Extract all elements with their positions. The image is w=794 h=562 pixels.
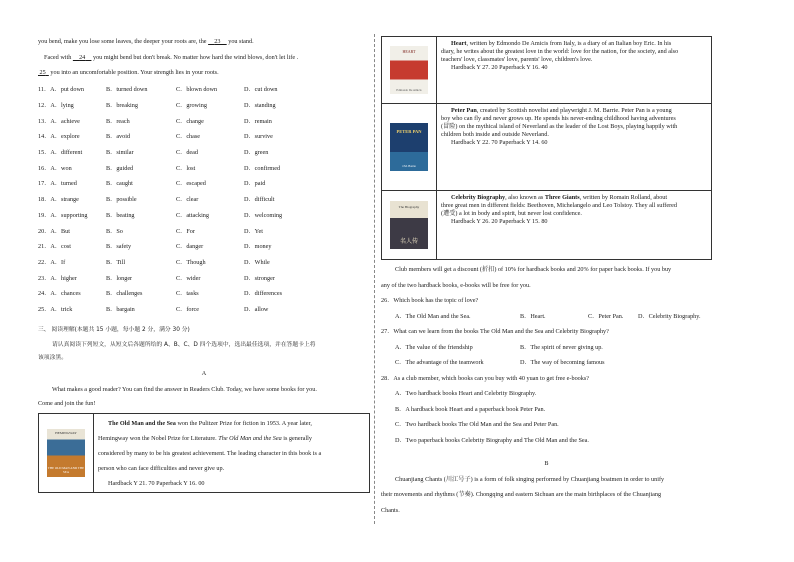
option-c: C．For xyxy=(176,227,195,235)
book-cover xyxy=(382,191,437,259)
option-c: C．clear xyxy=(176,196,199,204)
option-n: 22．A．If xyxy=(38,258,66,266)
option-c: C．wider xyxy=(176,274,201,282)
option-n: 19．A．supporting xyxy=(38,211,88,219)
cover-image-old-man: HEMINGWAY THE OLD MAN AND THE SEA xyxy=(47,429,85,477)
question-28-option-b: B．A hardback book Heart and a paperback book Peter Pan. xyxy=(395,405,546,413)
right-column xyxy=(381,36,712,518)
blank-24: 24 xyxy=(79,54,86,61)
option-c: C．Though xyxy=(176,258,206,266)
question-27: 27．What can we learn from the books The Old Man and the Sea and Celebrity Biography? xyxy=(381,328,609,335)
option-c: C．escaped xyxy=(176,180,206,188)
option-d: D．differences xyxy=(244,290,283,298)
column-divider xyxy=(374,34,375,524)
option-d: D．paid xyxy=(244,180,266,188)
book-price: Hardback Y 21. 70 Paperback Y 16. 00 xyxy=(108,480,205,488)
blank-23: 23 xyxy=(214,38,221,45)
question-28-option-d: D．Two paperback books Celebrity Biography and The Old Man and the Sea. xyxy=(395,436,589,444)
cloze-line-1 xyxy=(38,38,370,46)
option-row xyxy=(38,97,370,113)
option-row xyxy=(38,269,370,285)
passage-intro: What makes a good reader? You can find the answer in Readers Club. Today, we have some books for you. xyxy=(52,386,317,394)
option-c: C．tasks xyxy=(176,290,199,298)
book-description: Heart, written by Edmondo De Amicis from Italy, is a diary of an Italian boy Eric. In his diary, he writes about the greatest love in the world: love for the nation, for the society, and also teachers' love, classmates' love, parents' love, children's love. Hardback Y 27. 20 Paperback Y 16. 40 xyxy=(437,37,711,103)
book-price: Hardback Y 22. 70 Paperback Y 14. 60 xyxy=(451,139,548,146)
option-d: D．cut down xyxy=(244,86,278,94)
option-c: C．lost xyxy=(176,164,196,172)
book-cover xyxy=(382,37,437,103)
passage-b-text: Chuanjiang Chants (川江号子) is a form of folk singing performed by Chuanjiang boatmen in order to unify xyxy=(395,475,665,483)
option-c: C．chase xyxy=(176,133,201,141)
option-d: D．money xyxy=(244,243,272,251)
book-old-man xyxy=(38,413,370,493)
option-c: C．blown down xyxy=(176,86,218,94)
book-cover xyxy=(39,414,94,492)
passage-b-text: their movements and rhythms (节奏). Chongqing and eastern Sichuan are the main birthplaces of the Chuanjiang xyxy=(381,491,662,498)
option-b: B．So xyxy=(106,227,123,235)
option-row xyxy=(38,238,370,254)
option-c: C．force xyxy=(176,305,200,313)
cover-image-heart: HEART Edmondo De Amicis xyxy=(390,46,428,94)
option-row xyxy=(38,81,370,97)
book-heart xyxy=(381,36,712,104)
option-row xyxy=(38,144,370,160)
option-d: D．survive xyxy=(244,133,273,141)
option-d: D．While xyxy=(244,258,270,266)
cloze-text: you bend, make you lose some leaves, the deeper your roots are, the xyxy=(38,38,209,45)
option-row xyxy=(38,112,370,128)
question-27-options: C．The advantage of the teamwork D．The way of becoming famous xyxy=(395,359,605,366)
option-c: C．danger xyxy=(176,243,204,251)
book-description: Celebrity Biography, also known as Three Giants, written by Romain Rolland, about three great men in different fields: Beethoven, Michelangelo and Leo Tolstoy. They all suffered (遭受) a lot in body and spirit, but never lost confidence. Hardback Y 26. 20 Paperback Y 15. 80 xyxy=(437,191,711,259)
discount-text: Club members will get a discount (折扣) of 10% for hardback books and 20% for paper back books. If you buy xyxy=(395,266,672,273)
option-n: 18．A．strange xyxy=(38,196,79,204)
option-n: 17．A．turned xyxy=(38,180,77,188)
option-c: C．growing xyxy=(176,102,207,110)
option-row xyxy=(38,254,370,270)
question-26-options: A．The Old Man and the Sea. B．Heart. C．Peter Pan. D．Celebrity Biography. xyxy=(395,312,701,320)
cloze-line-3 xyxy=(38,69,370,77)
question-27-options: A．The value of the friendship B．The spirit of never giving up. xyxy=(395,343,603,351)
option-d: D．allow xyxy=(244,305,269,313)
question-28-option-c: C．Two hardback books The Old Man and the Sea and Peter Pan. xyxy=(395,421,559,428)
book-title: Peter Pan xyxy=(451,107,477,114)
option-d: D．confirmed xyxy=(244,164,281,172)
option-d: D．green xyxy=(244,149,269,157)
option-n: 12．A．lying xyxy=(38,102,74,110)
option-n: 15．A．different xyxy=(38,149,83,157)
option-b: B．beating xyxy=(106,211,135,219)
option-n: 14．A．explore xyxy=(38,133,80,141)
option-d: D．remain xyxy=(244,117,272,125)
cover-image-peter-pan: PETER PAN J.M. Barrie xyxy=(390,123,428,171)
book-description: The Old Man and the Sea won the Pulitzer Prize for fiction in 1953. A year later, Hemingway won the Nobel Prize for Literature. The Old Man and the Sea is generally considered by many to be his greatest achievement. The leading character in this book is a person who can face difficulties and never give up. Hardback Y 21. 70 Paperback Y 16. 00 xyxy=(94,414,369,492)
book-cover xyxy=(382,104,437,190)
cloze-text: you might bend but don't break. No matter how hard the wind blows, don't let life . xyxy=(91,54,299,61)
option-n: 23．A．higher xyxy=(38,274,77,282)
option-b: B．turned down xyxy=(106,86,148,94)
book-title: The Old Man and the Sea xyxy=(108,420,176,428)
instruction: 请认真阅读下列短文，从短文后各题所给的 A、B、C、D 四个选项中，选出最佳选项，并在答题卡上将 xyxy=(52,342,316,349)
passage-label: B xyxy=(544,460,549,467)
option-b: B．avoid xyxy=(106,133,131,141)
option-n: 21．A．cost xyxy=(38,243,71,251)
cloze-text: you into an uncomfortable position. Your strength lies in your roots. xyxy=(48,69,219,76)
option-b: B．breaking xyxy=(106,102,138,110)
question-26: 26．Which book has the topic of love? xyxy=(381,297,479,304)
option-d: D．difficult xyxy=(244,196,275,204)
option-b: B．possible xyxy=(106,196,137,204)
option-n: 13．A．achieve xyxy=(38,117,80,125)
option-row xyxy=(38,175,370,191)
cloze-line-2 xyxy=(38,54,370,62)
option-row xyxy=(38,191,370,207)
option-b: B．Till xyxy=(106,258,126,266)
section-3 xyxy=(38,326,370,493)
option-n: 16．A．won xyxy=(38,164,72,172)
option-b: B．longer xyxy=(106,274,133,282)
book-peter-pan xyxy=(381,104,712,191)
option-b: B．reach xyxy=(106,117,130,125)
option-b: B．safety xyxy=(106,243,132,251)
option-row xyxy=(38,222,370,238)
instruction: 该项涂黑。 xyxy=(38,355,67,362)
passage-intro: Come and join the fun! xyxy=(38,400,96,408)
cloze-text: you stand. xyxy=(226,38,254,45)
option-b: B．bargain xyxy=(106,305,135,313)
option-d: D．stronger xyxy=(244,274,275,282)
cover-image-biography: The Biography 名人传 xyxy=(390,201,428,249)
option-d: D．standing xyxy=(244,102,276,110)
option-b: B．caught xyxy=(106,180,133,188)
option-b: B．guided xyxy=(106,164,134,172)
book-description: Peter Pan, created by Scottish novelist and playwright J. M. Barrie. Peter Pan is a young boy who can fly and never grows up. He spends his never-ending childhood having adventures (冒险) on the mythical island of Neverland as the leader of the Lost Boys, playing happily with children both inside and outside Neverland. Hardback Y 22. 70 Paperback Y 14. 60 xyxy=(437,104,711,190)
option-row xyxy=(38,301,370,317)
option-n: 20．A．But xyxy=(38,227,70,235)
blank-25: 25 xyxy=(39,69,46,76)
option-c: C．attacking xyxy=(176,211,209,219)
option-n: 11．A．put down xyxy=(38,86,85,94)
question-28: 28．As a club member, which books can you buy with 40 yuan to get free e-books? xyxy=(381,374,590,382)
option-b: B．similar xyxy=(106,149,134,157)
question-28-option-a: A．Two hardback books Heart and Celebrity Biography. xyxy=(395,390,537,397)
passage-b-text: Chants. xyxy=(381,506,400,514)
option-row xyxy=(38,159,370,175)
option-d: D．Yet xyxy=(244,227,263,235)
book-celebrity-biography xyxy=(381,191,712,260)
book-title: Celebrity Biography xyxy=(451,194,506,201)
option-row xyxy=(38,207,370,223)
section-heading: 三、 阅读理解(本题共 15 小题，每小题 2 分，满分 30 分) xyxy=(38,327,190,334)
book-title: Heart xyxy=(451,40,467,47)
option-b: B．challenges xyxy=(106,290,143,298)
book-price: Hardback Y 26. 20 Paperback Y 15. 80 xyxy=(451,218,548,225)
discount-text: any of the two hardback books, e-books will be free for you. xyxy=(381,281,531,289)
option-c: C．change xyxy=(176,117,204,125)
option-n: 25．A．trick xyxy=(38,305,73,313)
option-table xyxy=(38,81,370,316)
option-row xyxy=(38,285,370,301)
cloze-text: Faced with xyxy=(44,54,73,61)
option-row xyxy=(38,128,370,144)
option-c: C．dead xyxy=(176,149,198,157)
book-price: Hardback Y 27. 20 Paperback Y 16. 40 xyxy=(451,64,548,71)
option-d: D．welcoming xyxy=(244,211,283,219)
option-n: 24．A．chances xyxy=(38,290,81,298)
left-column xyxy=(38,38,370,493)
passage-label: A xyxy=(201,370,207,378)
